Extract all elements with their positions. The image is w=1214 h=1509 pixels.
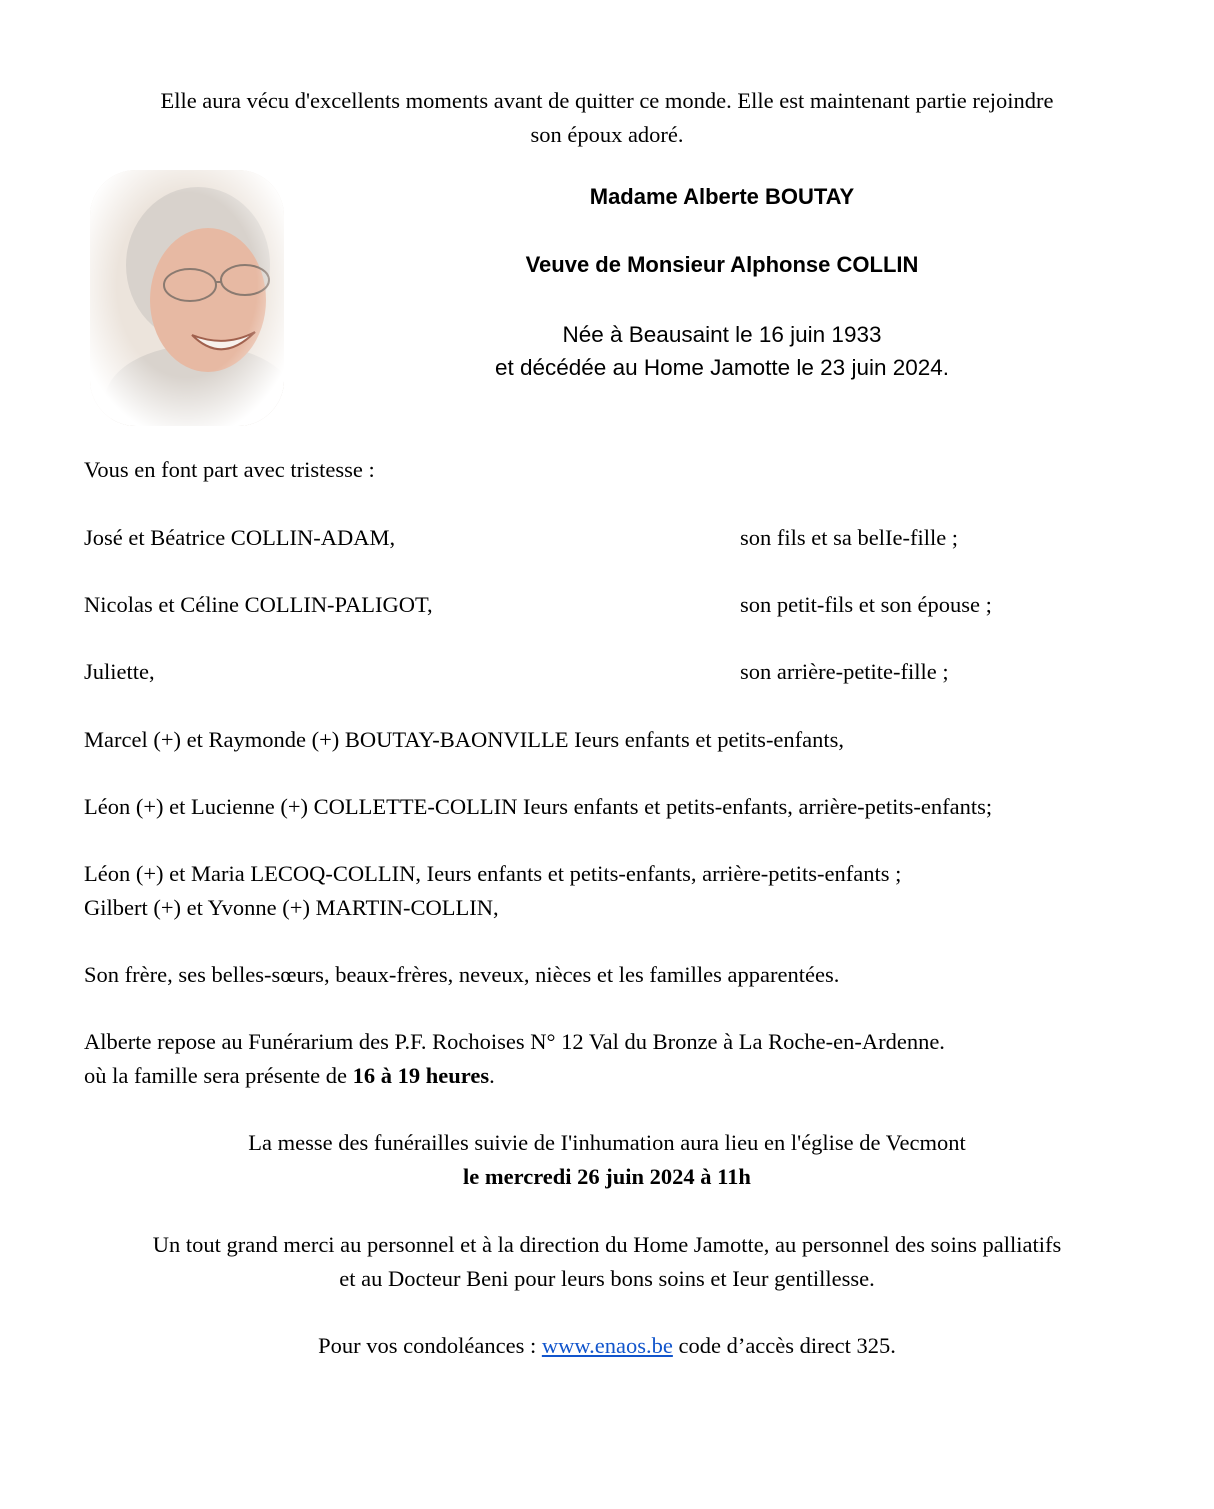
relatives-line: Marcel (+) et Raymonde (+) BOUTAY-BAONVILLE Ieurs enfants et petits-enfants, — [84, 727, 845, 752]
relatives-line: Gilbert (+) et Yvonne (+) MARTIN-COLLIN, — [84, 895, 499, 920]
intro-line-1: Elle aura vécu d'excellents moments avant de quitter ce monde. Elle est maintenant partie rejoindre — [160, 88, 1054, 113]
thanks-line-2: et au Docteur Beni pour leurs bons soins et Ieur gentillesse. — [339, 1266, 875, 1291]
relatives-line: Léon (+) et Lucienne (+) COLLETTE-COLLIN Ieurs enfants et petits-enfants, arrière-petits-enfants; — [84, 794, 993, 819]
portrait-illustration — [90, 170, 284, 426]
family-relation: son arrière-petite-fille ; — [740, 659, 949, 684]
intro-text — [80, 84, 1134, 152]
birth-line: Née à Beausaint le 16 juin 1933 — [562, 322, 882, 347]
family-relation: son fils et sa belIe-fille ; — [740, 525, 959, 550]
thanks-line-1: Un tout grand merci au personnel et à la direction du Home Jamotte, au personnel des soins palliatifs — [152, 1232, 1062, 1257]
condolences-line — [60, 1329, 1154, 1363]
visiting-hours-bold: 16 à 19 heures — [352, 1063, 490, 1088]
family-names: José et Béatrice COLLIN-ADAM, — [84, 525, 396, 550]
intro-line-2: son époux adoré. — [530, 122, 684, 147]
visiting-prefix: où la famille sera présente de — [84, 1063, 353, 1088]
condolences-link[interactable]: www.enaos.be — [541, 1333, 673, 1358]
condolences-prefix: Pour vos condoléances : — [318, 1333, 542, 1358]
family-names: Nicolas et Céline COLLIN-PALIGOT, — [84, 592, 433, 617]
death-line: et décédée au Home Jamotte le 23 juin 2024. — [494, 355, 950, 380]
condolences-suffix: code d’accès direct 325. — [672, 1333, 896, 1358]
visiting-hours — [84, 1059, 495, 1093]
birth-death-dates — [340, 318, 1104, 384]
widow-of: Veuve de Monsieur Alphonse COLLIN — [525, 252, 919, 277]
portrait-photo — [90, 170, 284, 426]
extended-family: Son frère, ses belles-sœurs, beaux-frères, neveux, nièces et les familles apparentées. — [84, 962, 840, 987]
family-relation: son petit-fils et son épouse ; — [740, 592, 992, 617]
relatives-line: Léon (+) et Maria LECOQ-COLLIN, Ieurs enfants et petits-enfants, arrière-petits-enfants ; — [84, 861, 902, 886]
deceased-name: Madame Alberte BOUTAY — [589, 184, 855, 209]
visiting-suffix: . — [489, 1063, 495, 1088]
rest-location: Alberte repose au Funérarium des P.F. Rochoises N° 12 Val du Bronze à La Roche-en-Ardenne. — [84, 1029, 945, 1054]
funeral-mass: La messe des funérailles suivie de I'inhumation aura lieu en l'église de Vecmont — [248, 1130, 966, 1155]
family-names: Juliette, — [84, 659, 155, 684]
funeral-date: le mercredi 26 juin 2024 à 11h — [463, 1164, 751, 1189]
announce-text: Vous en font part avec tristesse : — [84, 457, 375, 482]
